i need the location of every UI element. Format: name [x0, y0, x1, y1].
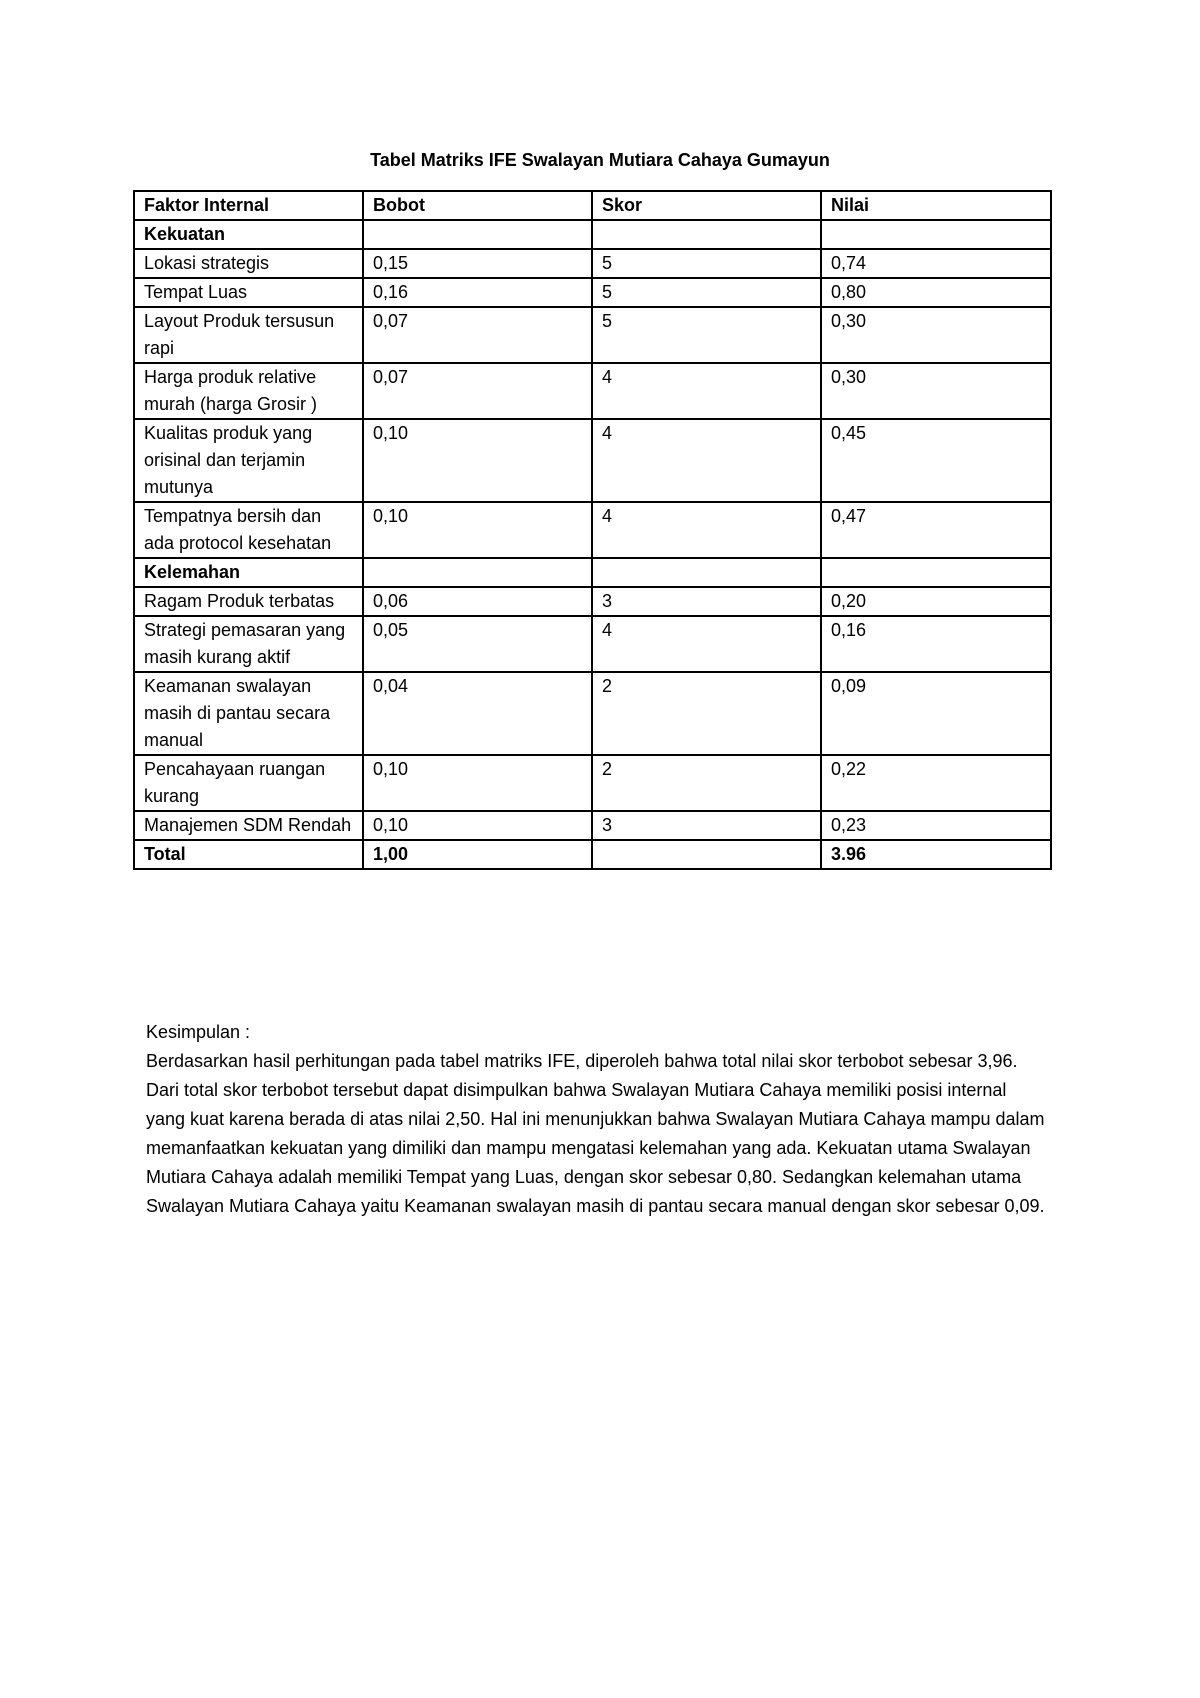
nilai-cell: 0,20: [821, 587, 1051, 616]
factor-cell: Tempat Luas: [134, 278, 363, 307]
section-row-kelemahan: [134, 558, 1051, 587]
factor-cell: Lokasi strategis: [134, 249, 363, 278]
conclusion-heading: Kesimpulan :: [146, 1022, 251, 1042]
skor-cell: 5: [592, 249, 821, 278]
section-label: Kekuatan: [134, 220, 363, 249]
bobot-cell: 0,07: [363, 363, 592, 419]
skor-cell: 2: [592, 755, 821, 811]
total-nilai: 3.96: [821, 840, 1051, 869]
table-row: [134, 587, 1051, 616]
factor-cell: Manajemen SDM Rendah: [134, 811, 363, 840]
skor-cell: 4: [592, 616, 821, 672]
table-row: [134, 502, 1051, 558]
bobot-cell: 0,10: [363, 502, 592, 558]
total-bobot: 1,00: [363, 840, 592, 869]
table-row: [134, 419, 1051, 502]
skor-cell: 5: [592, 278, 821, 307]
nilai-cell: 0,22: [821, 755, 1051, 811]
conclusion-body: Berdasarkan hasil perhitungan pada tabel matriks IFE, diperoleh bahwa total nilai skor terbobot sebesar 3,96. Dari total skor terbobot tersebut dapat disimpulkan bahwa Swalayan Mutiara Cahaya memiliki posisi internal yang kuat karena berada di atas nilai 2,50. Hal ini menunjukkan bahwa Swalayan Mutiara Cahaya mampu dalam memanfaatkan kekuatan yang dimiliki dan mampu mengatasi kelemahan yang ada. Kekuatan utama Swalayan Mutiara Cahaya adalah memiliki Tempat yang Luas, dengan skor sebesar 0,80. Sedangkan kelemahan utama Swalayan Mutiara Cahaya yaitu Keamanan swalayan masih di pantau secara manual dengan skor sebesar 0,09.: [146, 1051, 1045, 1216]
header-faktor-internal: Faktor Internal: [134, 191, 363, 220]
nilai-cell: 0,23: [821, 811, 1051, 840]
header-bobot: Bobot: [363, 191, 592, 220]
bobot-cell: 0,10: [363, 755, 592, 811]
nilai-cell: 0,74: [821, 249, 1051, 278]
skor-cell: 2: [592, 672, 821, 755]
table-row: [134, 616, 1051, 672]
bobot-cell: 0,10: [363, 811, 592, 840]
bobot-cell: 0,07: [363, 307, 592, 363]
conclusion-section: [146, 1018, 1046, 1221]
bobot-cell: 0,16: [363, 278, 592, 307]
header-skor: Skor: [592, 191, 821, 220]
skor-cell: 3: [592, 811, 821, 840]
total-skor: [592, 840, 821, 869]
bobot-cell: 0,05: [363, 616, 592, 672]
table-header-row: [134, 191, 1051, 220]
skor-cell: 4: [592, 502, 821, 558]
table-row: [134, 811, 1051, 840]
nilai-cell: 0,30: [821, 363, 1051, 419]
bobot-cell: 0,10: [363, 419, 592, 502]
skor-cell: 5: [592, 307, 821, 363]
table-row: [134, 307, 1051, 363]
nilai-cell: 0,80: [821, 278, 1051, 307]
header-nilai: Nilai: [821, 191, 1051, 220]
bobot-cell: 0,04: [363, 672, 592, 755]
section-row-kekuatan: [134, 220, 1051, 249]
bobot-cell: 0,15: [363, 249, 592, 278]
document-title: Tabel Matriks IFE Swalayan Mutiara Cahaya Gumayun: [370, 150, 830, 170]
skor-cell: 4: [592, 419, 821, 502]
skor-cell: 4: [592, 363, 821, 419]
section-label: Kelemahan: [134, 558, 363, 587]
factor-cell: Pencahayaan ruangan kurang: [134, 755, 363, 811]
ife-matrix-table: [133, 190, 1052, 870]
table-row: [134, 249, 1051, 278]
factor-cell: Harga produk relative murah (harga Grosir ): [134, 363, 363, 419]
bobot-cell: 0,06: [363, 587, 592, 616]
factor-cell: Strategi pemasaran yang masih kurang aktif: [134, 616, 363, 672]
nilai-cell: 0,09: [821, 672, 1051, 755]
nilai-cell: 0,47: [821, 502, 1051, 558]
factor-cell: Tempatnya bersih dan ada protocol kesehatan: [134, 502, 363, 558]
nilai-cell: 0,16: [821, 616, 1051, 672]
total-row: [134, 840, 1051, 869]
table-row: [134, 672, 1051, 755]
factor-cell: Ragam Produk terbatas: [134, 587, 363, 616]
table-row: [134, 755, 1051, 811]
nilai-cell: 0,45: [821, 419, 1051, 502]
nilai-cell: 0,30: [821, 307, 1051, 363]
factor-cell: Layout Produk tersusun rapi: [134, 307, 363, 363]
factor-cell: Keamanan swalayan masih di pantau secara manual: [134, 672, 363, 755]
factor-cell: Kualitas produk yang orisinal dan terjamin mutunya: [134, 419, 363, 502]
total-label: Total: [134, 840, 363, 869]
table-row: [134, 363, 1051, 419]
skor-cell: 3: [592, 587, 821, 616]
table-row: [134, 278, 1051, 307]
